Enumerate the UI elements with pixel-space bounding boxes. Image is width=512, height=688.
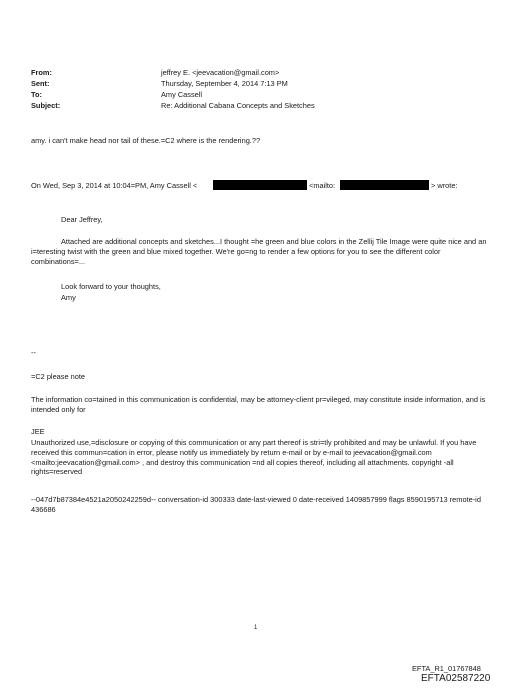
to-value: Amy Cassell: [161, 90, 203, 99]
subject-value: Re: Additional Cabana Concepts and Sketches: [161, 101, 315, 110]
redaction-box: [213, 180, 307, 190]
sent-value: Thursday, September 4, 2014 7:13 PM: [161, 79, 288, 88]
sent-label: Sent:: [31, 79, 50, 88]
page-number: 1: [254, 625, 258, 631]
confidentiality-notice: The information co=tained in this communication is confidential, may be attorney-client pr=vileged, may constitute inside information, and is intended only for: [31, 395, 486, 414]
reply-line: amy. i can't make head nor tail of these.=C2 where is the rendering.??: [31, 136, 261, 145]
quote-intro-part-a: On Wed, Sep 3, 2014 at 10:04=PM, Amy Cassell <: [31, 181, 198, 190]
from-value: jeffrey E. <jeevacation@gmail.com>: [161, 68, 280, 77]
message-metadata: --047d7b87384e4521a2050242259d-- conversation-id 300333 date-last-viewed 0 date-received 1409857999 flags 8590195713 remote-id 436686: [31, 495, 481, 514]
greeting: Dear Jeffrey,: [61, 215, 103, 224]
from-label: From:: [31, 68, 52, 77]
to-label: To:: [31, 90, 42, 99]
quote-intro-part-b: <mailto:: [309, 181, 336, 190]
signature-separator: --: [31, 348, 36, 357]
bates-number-primary: EFTA_R1_01767848: [412, 664, 481, 673]
jee-line: JEE: [31, 427, 45, 436]
closing-line: Look forward to your thoughts,: [61, 282, 161, 291]
quote-intro-part-c: > wrote:: [431, 181, 458, 190]
redaction-box: [340, 180, 429, 190]
bates-number-secondary: EFTA02587220: [421, 673, 491, 684]
unauthorized-use-notice: Unauthorized use,=disclosure or copying of this communication or any part thereof is stri=tly prohibited and may be unlawful. If you have received this commun=cation in error, please notify us immediately by return e-mail or by e-mail to jeevacation@gmail.com <mailto:jeevacation@gmail.com> , and destroy this communication =nd all copies thereof, including all attachments. copyright -all rights=reserved: [31, 438, 477, 477]
please-note-line: =C2 please note: [31, 372, 86, 381]
closing-signature: Amy: [61, 293, 76, 302]
quoted-paragraph: Attached are additional concepts and sketches...I thought =he green and blue colors in the Zellij Tile Image were quite nice and an i=teresting twist with the green and blue mixed together. We're go=ng to render a few options for you to see the different color combinations=...: [31, 237, 487, 266]
subject-label: Subject:: [31, 101, 61, 110]
